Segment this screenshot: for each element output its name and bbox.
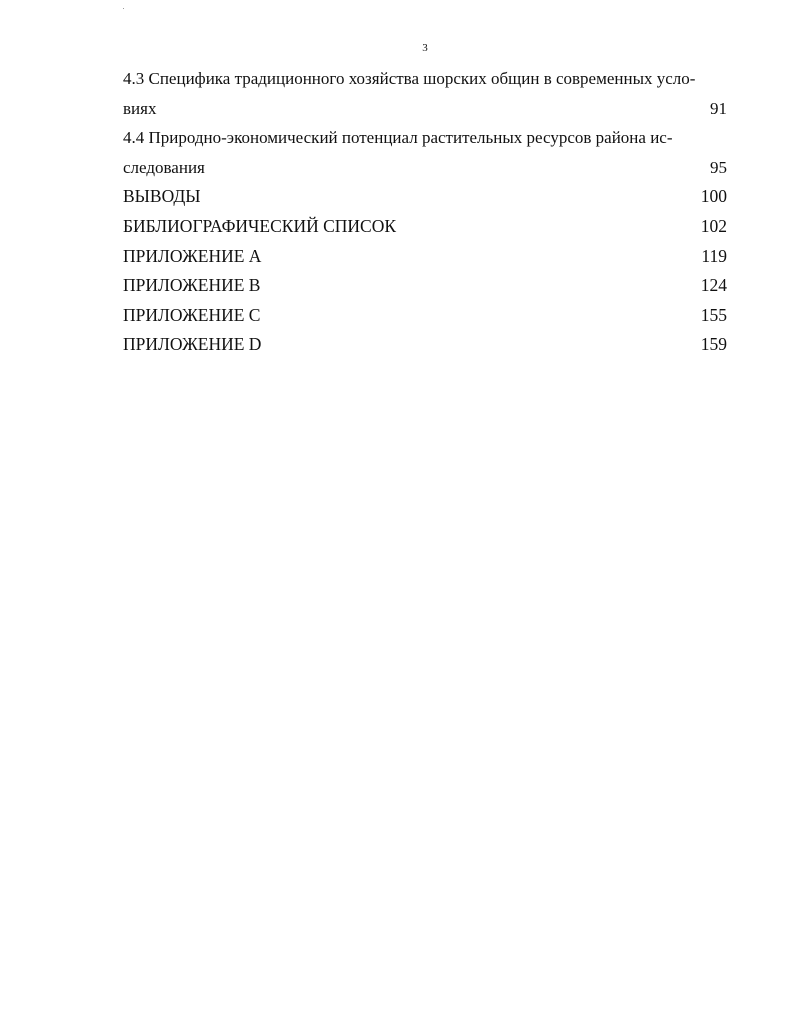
toc-entry-title: БИБЛИОГРАФИЧЕСКИЙ СПИСОК — [123, 215, 397, 236]
toc-entry-page-number: 159 — [700, 334, 727, 355]
toc-entry-title: ПРИЛОЖЕНИЕ В — [123, 275, 261, 296]
toc-entry-appendix-b — [123, 271, 727, 301]
toc-entry-text-line-2: виях — [123, 98, 157, 118]
toc-entry-appendix-d — [123, 330, 727, 360]
scan-speck — [123, 8, 124, 9]
toc-entry-page-number: 124 — [700, 275, 727, 296]
toc-entry-appendix-a — [123, 242, 727, 272]
page-number: 3 — [422, 42, 428, 54]
toc-entry-text-line-1: 4.4 Природно-экономический потенциал растительных ресурсов района ис- — [123, 128, 673, 148]
toc-entry-page-number: 95 — [710, 157, 727, 177]
toc-entry-bibliography — [123, 212, 727, 242]
toc-entry-title: ПРИЛОЖЕНИЕ D — [123, 334, 262, 355]
toc-entry-conclusions — [123, 182, 727, 212]
toc-entry-title: ПРИЛОЖЕНИЕ А — [123, 245, 262, 266]
toc-entry-text-line-1: 4.3 Специфика традиционного хозяйства шорских общин в современных усло- — [123, 69, 696, 88]
toc-entry-title: ПРИЛОЖЕНИЕ С — [123, 304, 261, 325]
table-of-contents — [123, 64, 727, 360]
toc-entry-title: ВЫВОДЫ — [123, 186, 201, 207]
toc-entry-page-number: 102 — [700, 215, 727, 236]
toc-entry-page-number: 155 — [700, 304, 727, 325]
toc-entry-page-number: 119 — [701, 245, 727, 266]
toc-entry-page-number: 100 — [700, 186, 727, 207]
toc-entry-appendix-c — [123, 301, 727, 331]
toc-entry-4-3 — [123, 64, 727, 123]
toc-entry-4-4 — [123, 123, 727, 182]
toc-entry-page-number: 91 — [710, 98, 727, 118]
toc-entry-text-line-2: следования — [123, 157, 205, 177]
